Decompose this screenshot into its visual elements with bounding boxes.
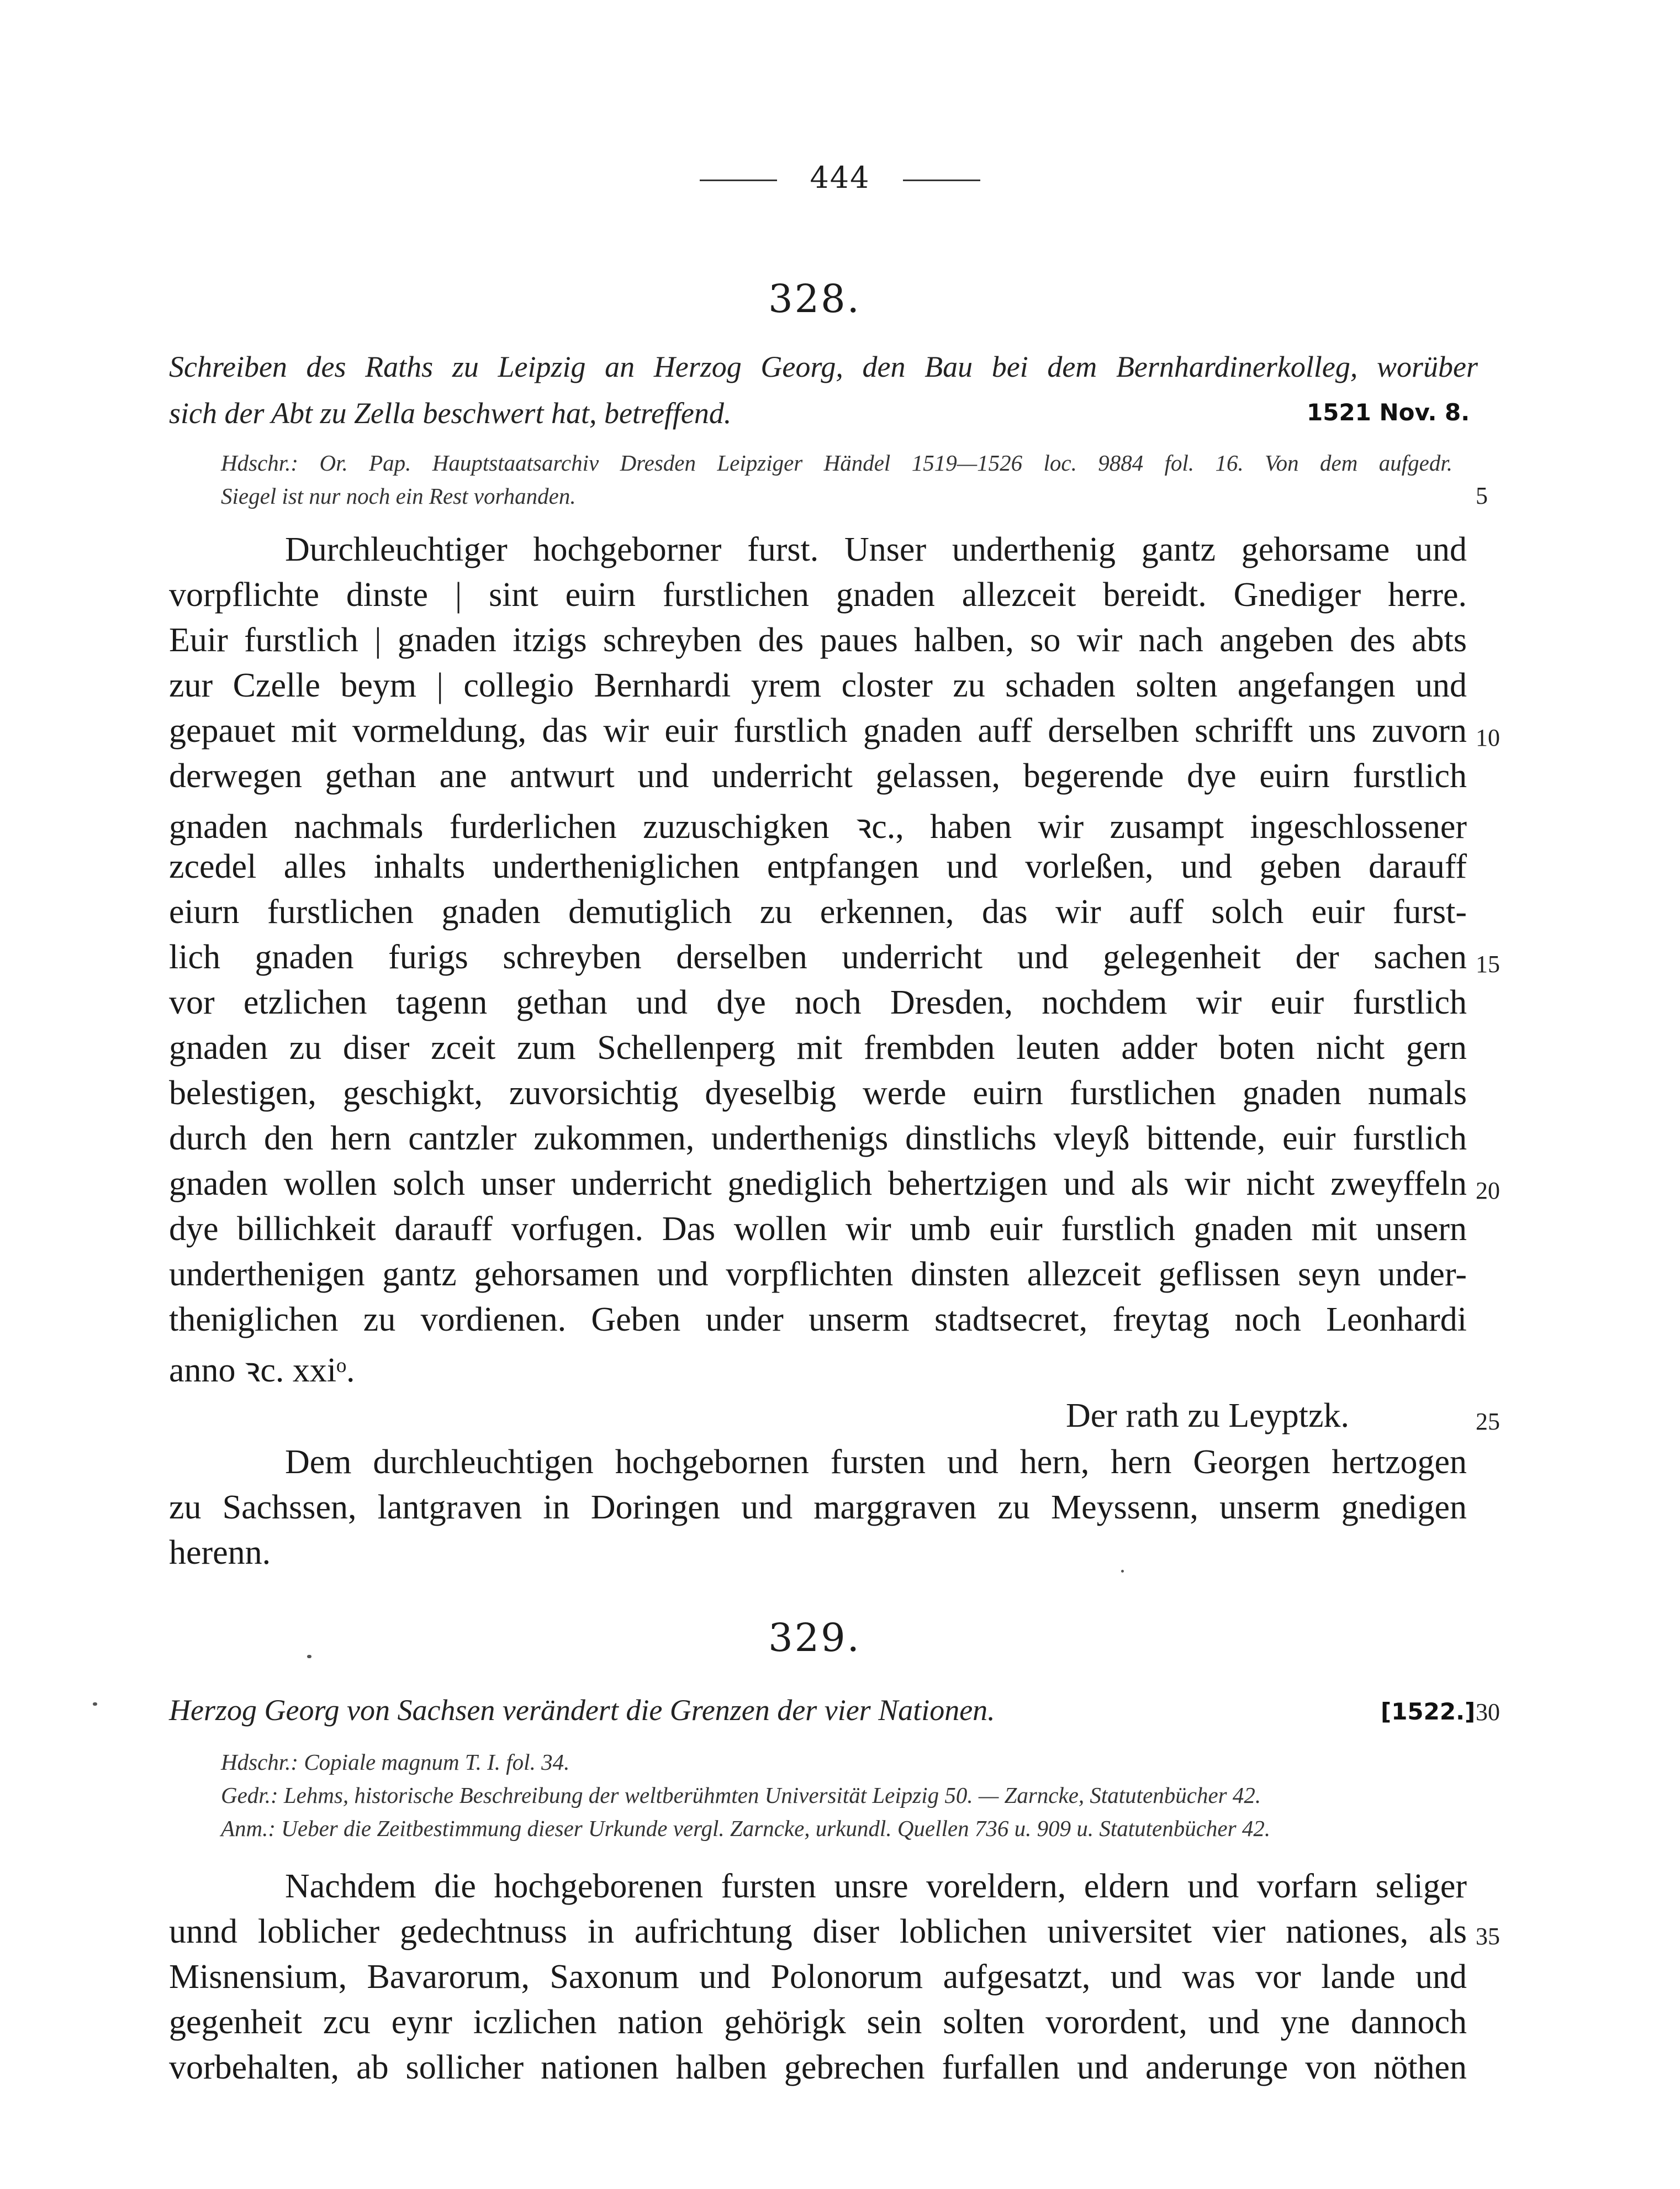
line-number: 20 [1476,1177,1500,1204]
date-328: 1521 Nov. 8. [1307,399,1470,426]
regest-328 [169,344,1478,436]
line-number: 25 [1476,1408,1500,1435]
scan-speck [307,1655,311,1658]
line-number: 10 [1476,724,1500,751]
body-line: gepauet mit vormeldung, das wir euir furstlich gnaden auff derselben schrifft uns zuvorn [169,712,1467,750]
line-number: 15 [1476,951,1500,978]
body-line: Durchleuchtiger hochgeborner furst. Unser underthenig gantz gehorsame und [285,531,1467,568]
body-line: zur Czelle beym | collegio Bernhardi yrem closter zu schaden solten angefangen und [169,667,1467,704]
body-line: theniglichen zu vordienen. Geben under unserm stadtsecret, freytag noch Leonhardi [169,1301,1467,1338]
body-line: vor etzlichen tagenn gethan und dye noch Dresden, nochdem wir euir furstlich [169,984,1467,1021]
regest-line: Schreiben des Raths zu Leipzig an Herzog Georg, den Bau bei dem Bernhardinerkolleg, worüber [169,350,1478,383]
apparatus-line: Hdschr.: Or. Pap. Hauptstaatsarchiv Dresden Leipziger Händel 1519—1526 loc. 9884 fol. 16. Von dem aufgedr. [221,450,1452,476]
apparatus-line: Hdschr.: Copiale magnum T. I. fol. 34. [221,1749,570,1775]
body-line: anno ꝛc. xxiᵒ. [169,1352,355,1389]
body-line: gegenheit zcu eynr iczlichen nation gehörigk sein solten vorordent, und yne dannoch [169,2003,1467,2041]
scan-speck [93,1702,97,1706]
regest-329: Herzog Georg von Sachsen verändert die Grenzen der vier Nationen. [169,1694,995,1727]
apparatus-329 [221,1745,1452,1845]
line-number: 35 [1476,1923,1500,1950]
date-329: [1522.] [1381,1698,1476,1725]
running-header [0,160,1680,195]
document-number-329: 329. [768,1615,861,1660]
signature-line: Der rath zu Leyptzk. [1066,1397,1349,1434]
body-line: durch den hern cantzler zukommen, underthenigs dinstlichs vleyß bittende, euir furstlich [169,1120,1467,1157]
apparatus-line: Siegel ist nur noch ein Rest vorhanden. [221,483,576,509]
apparatus-line: Gedr.: Lehms, historische Beschreibung der weltberühmten Universität Leipzig 50. — Zarncke, Statutenbücher 42. [221,1782,1261,1808]
body-line: gnaden nachmals furderlichen zuzuschigken ꝛc., haben wir zusampt ingeschlossener [169,808,1467,846]
body-line: unnd loblicher gedechtnuss in aufrichtung diser loblichen universitet vier nationes, als [169,1913,1467,1950]
body-line: belestigen, geschigkt, zuvorsichtig dyeselbig werde euirn furstlichen gnaden numals [169,1074,1467,1112]
line-number: 5 [1476,482,1488,509]
body-line: eiurn furstlichen gnaden demutiglich zu erkennen, das wir auff solch euir furst- [169,893,1467,931]
body-line: vorpflichte dinste | sint euirn furstlichen gnaden allezceit bereidt. Gnediger herre. [169,576,1467,614]
body-line: Euir furstlich | gnaden itzigs schreyben des paues halben, so wir nach angeben des abts [169,621,1467,659]
body-line: lich gnaden furigs schreyben derselben underricht und gelegenheit der sachen [169,938,1467,976]
body-line: gnaden zu diser zceit zum Schellenperg mit frembden leuten adder boten nicht gern [169,1029,1467,1067]
address-line: herenn. [169,1534,271,1571]
page-number: 444 [810,160,870,195]
header-rule-left [700,180,777,181]
body-line: underthenigen gantz gehorsamen und vorpflichten dinsten allezceit geflissen seyn under- [169,1256,1467,1293]
scan-speck [1121,1570,1124,1573]
body-line: gnaden wollen solch unser underricht gnediglich behertzigen und als wir nicht zweyffeln [169,1165,1467,1202]
address-line: zu Sachssen, lantgraven in Doringen und marggraven zu Meyssenn, unserm gnedigen [169,1489,1467,1526]
body-line: dye billichkeit darauff vorfugen. Das wollen wir umb euir furstlich gnaden mit unsern [169,1210,1467,1248]
body-line: zcedel alles inhalts undertheniglichen entpfangen und vorleßen, und geben darauff [169,848,1467,885]
body-line: vorbehalten, ab sollicher nationen halben gebrechen furfallen und anderunge von nöthen [169,2049,1467,2086]
body-line: Misnensium, Bavarorum, Saxonum und Polonorum aufgesatzt, und was vor lande und [169,1958,1467,1996]
body-line: derwegen gethan ane antwurt und underricht gelassen, begerende dye euirn furstlich [169,757,1467,795]
line-number: 30 [1476,1699,1500,1726]
body-line: Nachdem die hochgeborenen fursten unsre voreldern, eldern und vorfarn seliger [285,1868,1467,1905]
address-line: Dem durchleuchtigen hochgebornen fursten und hern, hern Georgen hertzogen [285,1443,1467,1481]
apparatus-line: Anm.: Ueber die Zeitbestimmung dieser Urkunde vergl. Zarncke, urkundl. Quellen 736 u. 909 u. Statutenbücher 42. [221,1816,1271,1841]
apparatus-328 [221,446,1452,513]
header-rule-right [903,180,980,181]
document-number-328: 328. [768,276,861,321]
regest-line: sich der Abt zu Zella beschwert hat, betreffend. [169,397,732,430]
